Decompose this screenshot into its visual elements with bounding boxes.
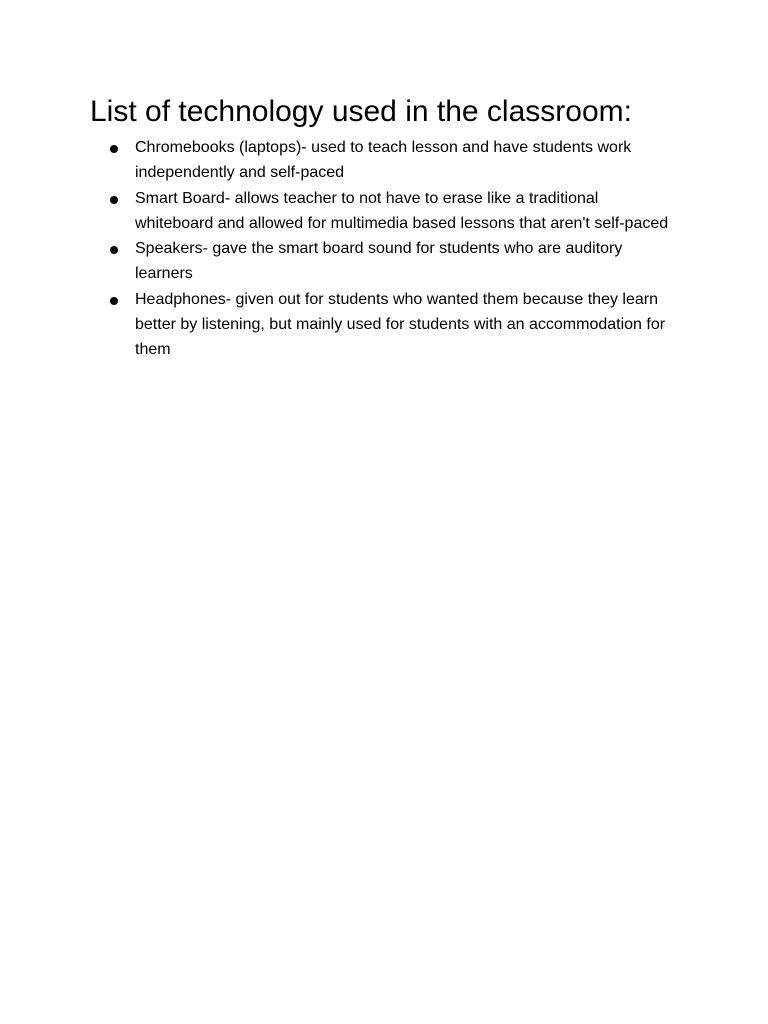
list-item-headphones: [108, 287, 678, 363]
list-item-chromebooks: [108, 135, 678, 186]
list-item-smart-board: [108, 186, 678, 237]
technology-list: [108, 135, 678, 363]
list-item-text: Speakers- gave the smart board sound for students who are auditory learners: [135, 240, 623, 283]
document-title: List of technology used in the classroom:: [90, 95, 632, 128]
bullet-icon: [110, 145, 118, 153]
list-item-text: Smart Board- allows teacher to not have to erase like a traditional whiteboard and allowed for multimedia based lessons that aren't self-paced: [135, 189, 669, 232]
bullet-icon: [110, 297, 118, 305]
list-item-text: Chromebooks (laptops)- used to teach lesson and have students work independently and self-paced: [135, 139, 632, 182]
list-item-speakers: [108, 236, 678, 287]
bullet-icon: [110, 196, 118, 204]
list-item-text: Headphones- given out for students who wanted them because they learn better by listening, but mainly used for students with an accommodation for them: [135, 290, 666, 359]
bullet-icon: [110, 246, 118, 254]
